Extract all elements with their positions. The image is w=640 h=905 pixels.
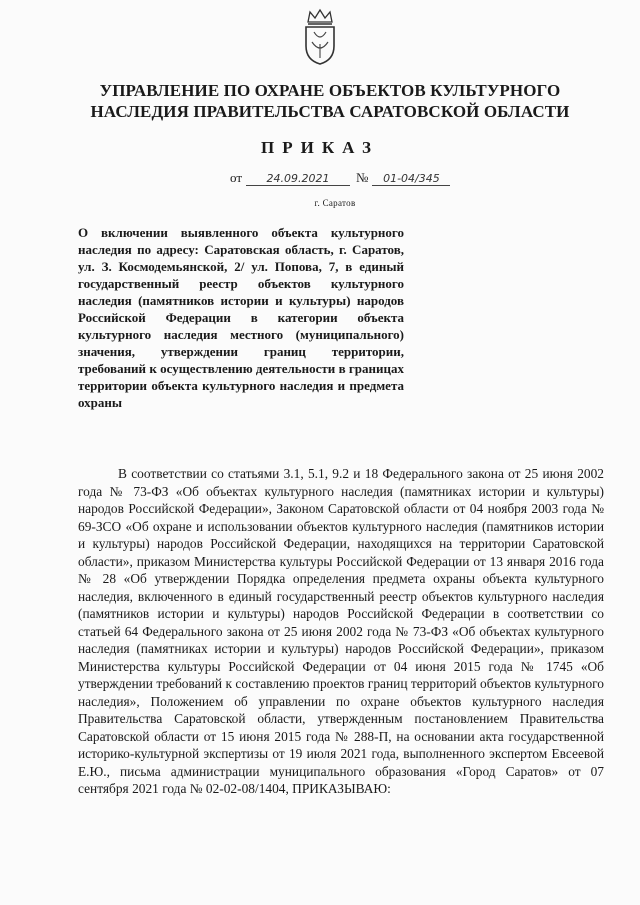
organization-name: УПРАВЛЕНИЕ ПО ОХРАНЕ ОБЪЕКТОВ КУЛЬТУРНОГО НАСЛЕДИЯ ПРАВИТЕЛЬСТВА САРАТОВСКОЙ ОБЛАСТИ — [90, 81, 570, 121]
date-prefix: от — [230, 170, 243, 185]
document-type-title: ПРИКАЗ — [261, 138, 379, 157]
handwritten-date: 24.09.2021 — [246, 172, 350, 186]
order-subject: О включении выявленного объекта культурного наследия по адресу: Саратовская область, г. Саратов, ул. З. Космодемьянской, 2/ ул. Попова, 7, в единый государственный реестр объектов культурного наследия (памятников истории и культуры) народов Российской Федерации в категории объекта культурного наследия местного (муниципального) значения, утверждении границ территории, требований к осуществлению деятельности в границах территории объекта культурного наследия и предмета охраны — [78, 225, 404, 410]
number-prefix: № — [356, 170, 369, 185]
date-number-line — [230, 170, 450, 186]
coat-of-arms-emblem — [300, 8, 340, 66]
handwritten-number: 01-04/345 — [372, 172, 450, 186]
city-label: г. Саратов — [314, 198, 356, 208]
order-body: В соответствии со статьями 3.1, 5.1, 9.2 и 18 Федерального закона от 25 июня 2002 года № 73-ФЗ «Об объектах культурного наследия (памятниках истории и культуры) народов Российской Федерации», Законом Саратовской области от 04 ноября 2003 года № 69-ЗСО «Об охране и использовании объектов культурного наследия (памятников истории и культуры) народов Российской Федерации, находящихся на территории Саратовской области», приказом Министерства культуры Российской Федерации от 13 января 2016 года № 28 «Об утверждении Порядка определения предмета охраны объекта культурного наследия, включенного в единый государственный реестр объектов культурного наследия (памятников истории и культуры) народов Российской Федерации в соответствии со статьей 64 Федерального закона от 25 июня 2002 года № 73-ФЗ «Об объектах культурного наследия (памятниках истории и культуры) народов Российской Федерации», приказом Министерства культуры Российской Федерации от 04 июня 2015 года № 1745 «Об утверждении требований к составлению проектов границ территорий объектов культурного наследия», Положением об управлении по охране объектов культурного наследия Правительства Саратовской области, утвержденным постановлением Правительства Саратовской области от 15 июня 2015 года № 288-П, на основании акта государственной историко-культурной экспертизы от 19 июля 2021 года, выполненного экспертом Евсеевой Е.Ю., письма администрации муниципального образования «Город Саратов» от 07 сентября 2021 года № 02-02-08/1404, ПРИКАЗЫВАЮ: — [78, 466, 604, 796]
